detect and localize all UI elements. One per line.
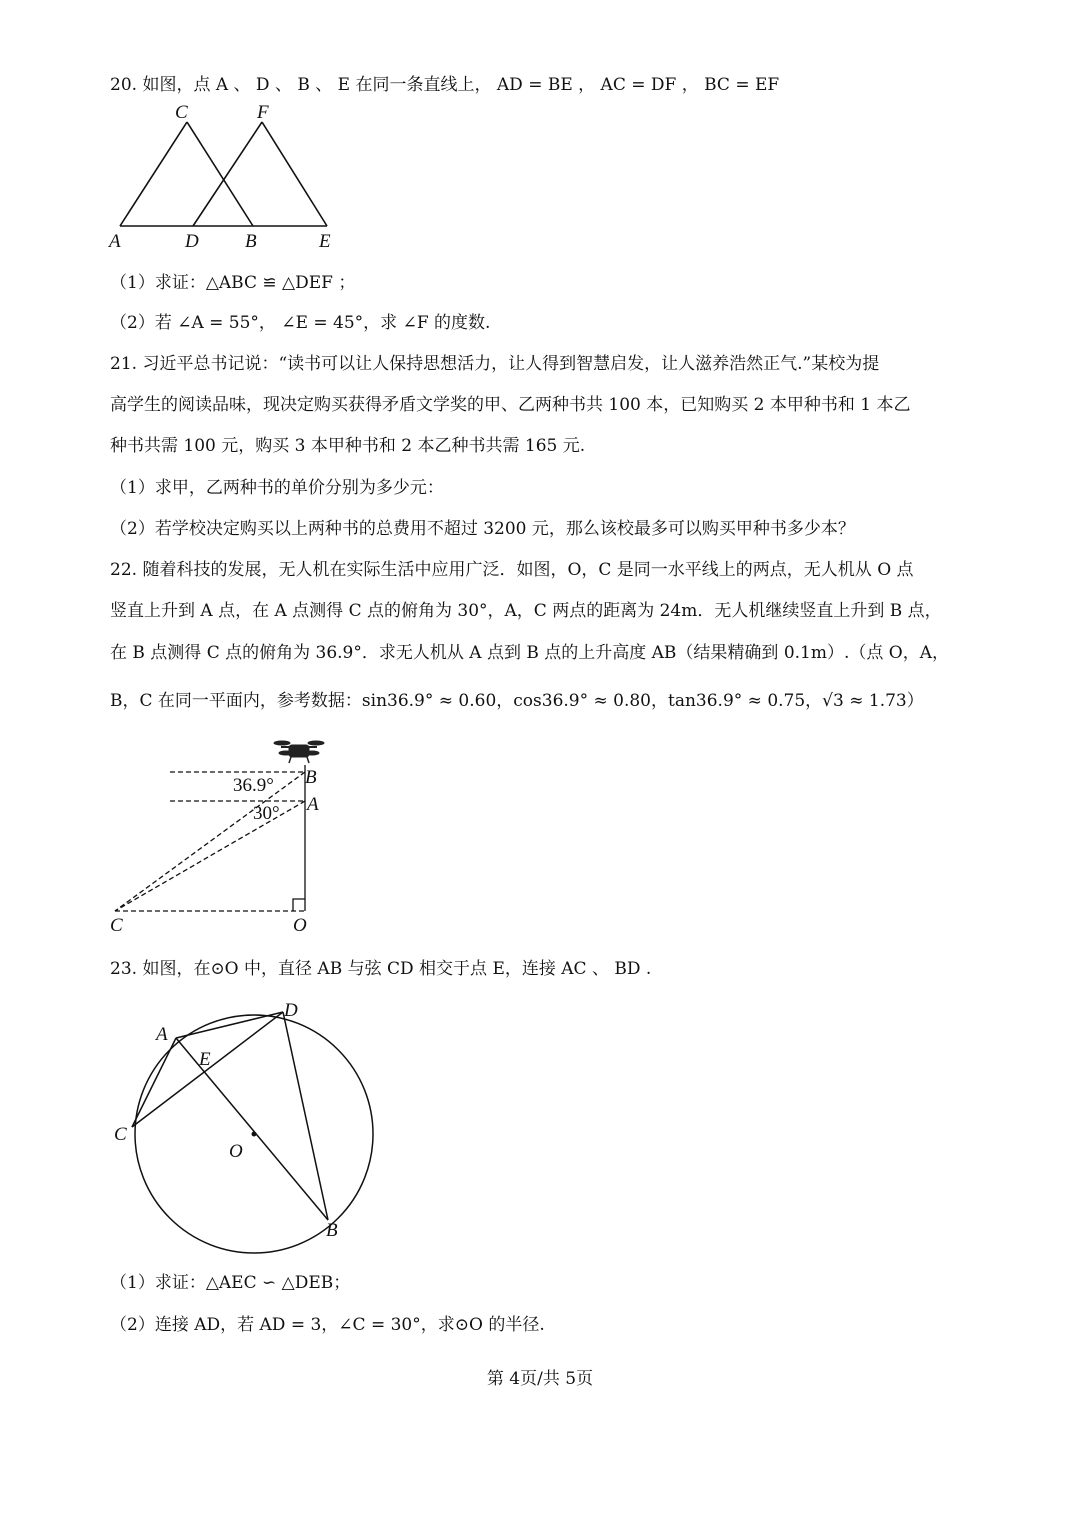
- center-dot: [252, 1132, 257, 1137]
- q23-part1: （1）求证：△AEC ∽ △DEB；: [110, 1273, 351, 1293]
- label-C: C: [114, 1124, 127, 1145]
- right-angle-mark: [293, 899, 305, 911]
- label-A: A: [109, 231, 121, 252]
- label-A: A: [307, 794, 319, 815]
- label-C: C: [175, 102, 188, 123]
- q21-line2: 高学生的阅读品味，现决定购买获得矛盾文学奖的甲、乙两种书共 100 本，已知购买 2 本甲种书和 1 本乙: [110, 395, 911, 415]
- label-D: D: [284, 1000, 298, 1021]
- segment-AC: [132, 1038, 176, 1127]
- q23-stem: 23. 如图，在⊙O 中，直径 AB 与弦 CD 相交于点 E，连接 AC 、 BD .: [110, 959, 652, 979]
- label-C: C: [110, 915, 123, 936]
- q20-stem: 20. 如图，点 A 、 D 、 B 、 E 在同一条直线上， AD = BE ， AC = DF ， BC = EF: [110, 75, 780, 95]
- q20-part2: （2）若 ∠A = 55°， ∠E = 45°，求 ∠F 的度数.: [110, 313, 491, 333]
- page-number: 第 4页/共 5页: [486, 1369, 594, 1389]
- q22-line4: B，C 在同一平面内，参考数据：sin36.9° ≈ 0.60，cos36.9° ≈ 0.80，tan36.9° ≈ 0.75，√3 ≈ 1.73）: [110, 691, 924, 711]
- q21-part2: （2）若学校决定购买以上两种书的总费用不超过 3200 元，那么该校最多可以购买甲种书多少本？: [110, 519, 855, 539]
- drone-icon: [274, 741, 324, 763]
- q22-drone-figure: [105, 735, 335, 940]
- label-A: A: [156, 1024, 168, 1045]
- q20-triangles-figure: [105, 100, 345, 258]
- segment-BD: [283, 1012, 328, 1220]
- label-E: E: [199, 1049, 211, 1070]
- label-O: O: [293, 915, 307, 936]
- q21-line1: 21. 习近平总书记说：“读书可以让人保持思想活力，让人得到智慧启发，让人滋养浩然正气.”某校为提: [110, 354, 880, 374]
- label-B: B: [326, 1220, 338, 1241]
- q22-line1: 22. 随着科技的发展，无人机在实际生活中应用广泛．如图，O，C 是同一水平线上的两点，无人机从 O 点: [110, 560, 914, 580]
- label-O: O: [229, 1141, 243, 1162]
- label-B: B: [245, 231, 257, 252]
- label-F: F: [257, 102, 269, 123]
- angle-label-30: 30°: [253, 803, 280, 824]
- angle-label-36.9: 36.9°: [233, 775, 274, 796]
- label-E: E: [319, 231, 331, 252]
- q21-part1: （1）求甲，乙两种书的单价分别为多少元：: [110, 478, 444, 498]
- q22-line2: 竖直上升到 A 点，在 A 点测得 C 点的俯角为 30°，A，C 两点的距离为 24m．无人机继续竖直上升到 B 点，: [110, 601, 942, 621]
- sight-line-BC: [115, 772, 305, 911]
- segment-FE: [262, 122, 327, 226]
- q22-line3: 在 B 点测得 C 点的俯角为 36.9°．求无人机从 A 点到 B 点的上升高度 AB（结果精确到 0.1m）.（点 O，A，: [110, 643, 950, 663]
- q21-line3: 种书共需 100 元，购买 3 本甲种书和 2 本乙种书共需 165 元.: [110, 436, 586, 456]
- q20-part1: （1）求证：△ABC ≌ △DEF ；: [110, 273, 356, 293]
- segment-AC: [120, 122, 187, 226]
- q23-part2: （2）连接 AD，若 AD = 3，∠C = 30°，求⊙O 的半径.: [110, 1315, 545, 1335]
- label-B: B: [305, 767, 317, 788]
- q23-circle-figure: [105, 995, 385, 1250]
- label-D: D: [185, 231, 199, 252]
- segment-CB: [187, 122, 253, 226]
- segment-DF: [193, 122, 262, 226]
